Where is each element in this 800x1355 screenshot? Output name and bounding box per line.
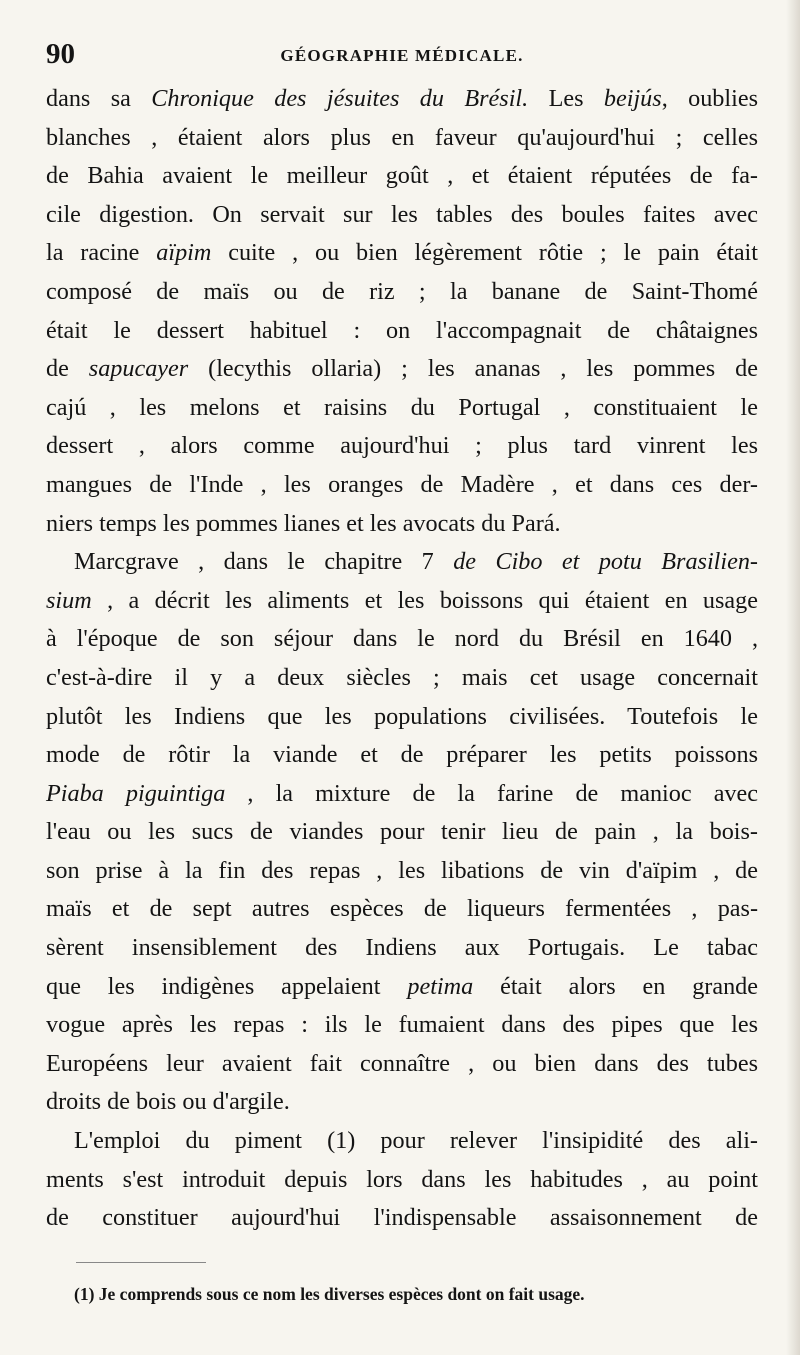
italic-segment: beijús <box>603 85 662 112</box>
text-line <box>46 620 758 659</box>
text-line <box>46 813 758 852</box>
text-segment: droits de bois ou d'argile. <box>46 1088 290 1116</box>
text-segment: sèrent insensiblement des Indiens aux Portugais. Le tabac <box>46 934 758 962</box>
page-header <box>46 38 758 72</box>
italic-segment: sium <box>46 586 92 614</box>
text-line <box>46 698 758 737</box>
italic-segment: de Cibo et potu Brasilien- <box>453 548 758 576</box>
text-segment: dessert , alors comme aujourd'hui ; plus tard vinrent les <box>46 432 758 460</box>
page-number: 90 <box>46 38 75 70</box>
text-line <box>46 273 758 312</box>
text-segment: , a décrit les aliments et les boissons qui étaient en usage <box>91 586 758 614</box>
text-segment: cile digestion. On servait sur les tables des boules faites avec <box>46 200 758 228</box>
text-line <box>46 157 758 196</box>
text-line <box>46 1006 758 1045</box>
text-segment: niers temps les pommes lianes et les avocats du Pará. <box>46 509 561 537</box>
text-line <box>46 1161 758 1200</box>
text-line <box>46 736 758 775</box>
text-line <box>46 389 758 428</box>
text-segment: de constituer aujourd'hui l'indispensable assaisonnement de <box>46 1204 758 1232</box>
text-line <box>46 80 758 119</box>
text-segment: était le dessert habituel : on l'accompagnait de châtaignes <box>46 316 758 344</box>
italic-segment: petima <box>407 972 474 1000</box>
text-line <box>46 659 758 698</box>
text-segment: l'eau ou les sucs de viandes pour tenir lieu de pain , la bois- <box>46 818 758 846</box>
text-line <box>46 350 758 389</box>
text-line <box>46 852 758 891</box>
text-segment: son prise à la fin des repas , les libations de vin d'aïpim , de <box>46 856 758 884</box>
text-segment: la racine <box>46 239 157 267</box>
text-segment: était alors en grande <box>473 972 758 1000</box>
text-segment: L'emploi du piment (1) pour relever l'insipidité des ali- <box>74 1127 758 1155</box>
text-line <box>46 505 758 544</box>
text-line <box>46 196 758 235</box>
footnote-rule <box>76 1262 206 1263</box>
italic-segment: Chronique des jésuites du Brésil. <box>151 85 529 112</box>
text-segment: cajú , les melons et raisins du Portugal , constituaient le <box>46 393 758 421</box>
text-segment: Les <box>528 85 604 112</box>
text-segment: Européens leur avaient fait connaître , ou bien dans des tubes <box>46 1049 758 1077</box>
text-line <box>46 929 758 968</box>
text-segment: , la mixture de la farine de manioc avec <box>225 779 758 807</box>
italic-segment: sapucayer <box>88 355 189 383</box>
text-segment: c'est-à-dire il y a deux siècles ; mais cet usage concernait <box>46 663 758 691</box>
text-line <box>46 119 758 158</box>
text-segment: que les indigènes appelaient <box>46 972 408 1000</box>
text-segment: composé de maïs ou de riz ; la banane de Saint-Thomé <box>46 277 758 305</box>
text-line <box>46 234 758 273</box>
italic-segment: Piaba piguintiga <box>46 779 226 807</box>
text-segment: cuite , ou bien légèrement rôtie ; le pain était <box>211 239 758 267</box>
text-line <box>46 1122 758 1161</box>
text-segment: maïs et de sept autres espèces de liqueurs fermentées , pas- <box>46 895 758 923</box>
text-line <box>46 1199 758 1238</box>
text-line <box>46 1083 758 1122</box>
text-line <box>46 543 758 582</box>
text-segment: blanches , étaient alors plus en faveur qu'aujourd'hui ; celles <box>46 123 758 151</box>
text-segment: mode de rôtir la viande et de préparer les petits poissons <box>46 741 758 769</box>
text-segment: vogue après les repas : ils le fumaient dans des pipes que les <box>46 1011 758 1039</box>
text-line <box>46 890 758 929</box>
text-line <box>46 466 758 505</box>
text-segment: Marcgrave , dans le chapitre 7 <box>74 548 454 576</box>
running-title: GÉOGRAPHIE MÉDICALE. <box>280 46 524 65</box>
text-segment: plutôt les Indiens que les populations civilisées. Toutefois le <box>46 702 758 730</box>
text-line <box>46 1045 758 1084</box>
italic-segment: aïpim <box>156 239 212 267</box>
text-line <box>46 427 758 466</box>
text-segment: à l'époque de son séjour dans le nord du Brésil en 1640 , <box>46 625 758 653</box>
text-line <box>46 968 758 1007</box>
text-segment: de Bahia avaient le meilleur goût , et étaient réputées de fa- <box>46 162 758 190</box>
text-segment: (lecythis ollaria) ; les ananas , les pommes de <box>188 355 758 383</box>
text-line <box>46 312 758 351</box>
text-line <box>46 775 758 814</box>
text-segment: de <box>46 355 89 383</box>
body-text <box>46 80 758 1238</box>
text-line <box>46 582 758 621</box>
text-segment: ments s'est introduit depuis lors dans les habitudes , au point <box>46 1165 758 1193</box>
footnote: (1) Je comprends sous ce nom les diverses espèces dont on fait usage. <box>74 1284 585 1304</box>
text-segment: mangues de l'Inde , les oranges de Madère , et dans ces der- <box>46 470 758 498</box>
page-edge-shadow <box>786 0 800 1355</box>
text-segment: , oublies <box>661 85 758 112</box>
text-segment: dans sa <box>46 85 152 112</box>
